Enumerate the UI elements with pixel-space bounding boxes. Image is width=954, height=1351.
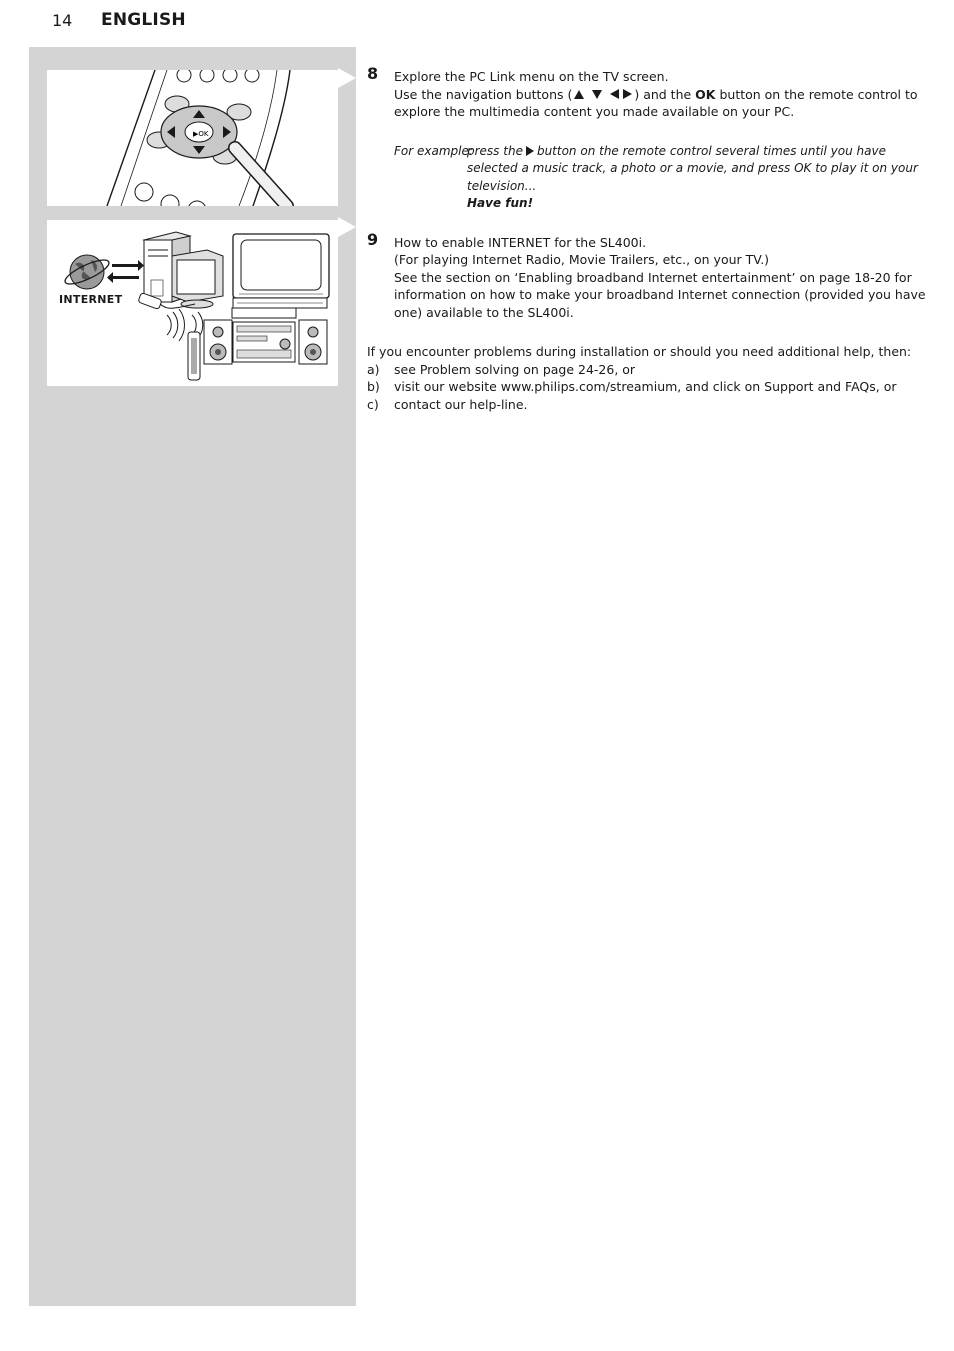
exchange-arrows-icon: [107, 260, 144, 283]
monitor-icon: [172, 250, 223, 308]
page-number: 14: [52, 11, 73, 30]
example-text: button on the remote control several times until you have selected a music track, a photo or a movie, and press OK to play it on your television...: [467, 143, 918, 193]
step-subtitle: (For playing Internet Radio, Movie Trailers, etc., on your TV.): [394, 252, 770, 267]
small-remote-icon: [188, 332, 200, 380]
panel-pointer: [338, 217, 356, 237]
list-item: [367, 361, 927, 379]
panel-pointer: [338, 68, 356, 88]
step-body: See the section on ‘Enabling broadband Internet entertainment’ on page 18-20 for information on how to make your broadband Internet connection (provided you have one) available to the SL400i.: [394, 269, 926, 320]
list-text: visit our website www.philips.com/streamium, and click on Support and FAQs, or: [394, 379, 897, 394]
example-label: For example:: [394, 143, 473, 158]
step-9: [367, 229, 927, 322]
step-8: [367, 64, 927, 213]
list-item: [367, 396, 927, 414]
list-text: contact our help-line.: [394, 396, 528, 412]
step-body-text: ) and the: [634, 86, 696, 102]
internet-label: INTERNET: [59, 293, 123, 306]
section-language-title: ENGLISH: [101, 10, 186, 30]
list-text: see Problem solving on page 24-26, or: [394, 361, 636, 377]
example-note: [394, 143, 927, 213]
step-number: 9: [367, 229, 379, 249]
step-title: Explore the PC Link menu on the TV screen.: [394, 69, 669, 84]
left-arrow-icon: [610, 89, 619, 99]
remote-control-illustration: [47, 70, 338, 206]
right-arrow-icon: [623, 89, 632, 99]
have-fun-text: Have fun!: [467, 196, 534, 210]
step-number: 8: [367, 64, 379, 83]
svg-text:▶OK: ▶OK: [193, 130, 209, 138]
help-intro: If you encounter problems during installation or should you need additional help, then:: [367, 344, 912, 359]
globe-icon: [62, 255, 111, 289]
play-icon: [526, 146, 534, 156]
step-body-text: button on the remote control to explore the multimedia content you made available on your PC.: [394, 86, 918, 119]
ok-button-label: OK: [695, 86, 716, 102]
down-arrow-icon: [592, 90, 602, 99]
up-arrow-icon: [574, 90, 584, 99]
stereo-system-icon: [204, 308, 327, 364]
list-letter: c): [367, 396, 379, 412]
instructions-content: [367, 64, 927, 413]
help-section: [367, 343, 927, 413]
list-item: [367, 378, 927, 396]
remote-control-icon: [47, 70, 338, 206]
network-setup-illustration: [47, 220, 338, 386]
step-body: [394, 86, 927, 121]
television-icon: [233, 234, 329, 308]
list-letter: a): [367, 361, 380, 377]
list-letter: b): [367, 379, 380, 394]
step-title: How to enable INTERNET for the SL400i.: [394, 234, 647, 250]
step-body-text: Use the navigation buttons (: [394, 86, 573, 102]
example-text: press the: [467, 143, 523, 158]
